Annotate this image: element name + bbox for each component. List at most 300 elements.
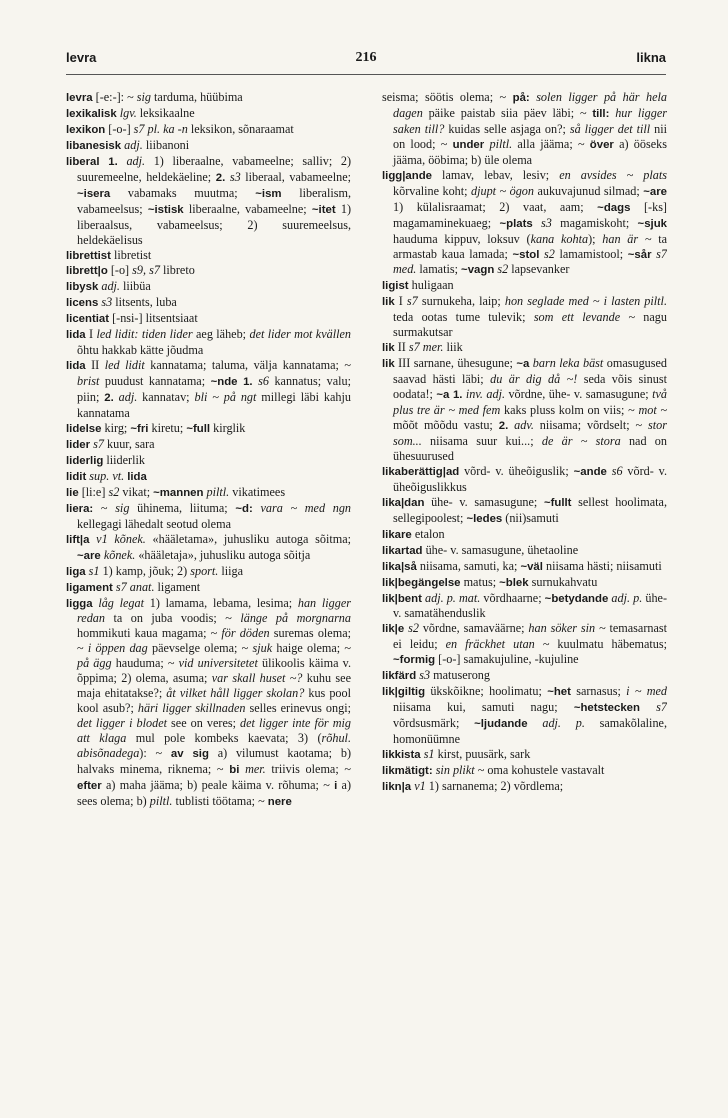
- entry-text: [-o-] samakujuline, -kujuline: [435, 652, 579, 667]
- entry-text: leksikon, sõnaraamat: [187, 121, 294, 136]
- entry-text: matuserong: [430, 668, 490, 683]
- entry-headword: lik|bent: [382, 592, 422, 605]
- entry-italic-text: han ligger redan: [77, 595, 351, 626]
- entry-text: nad on ühesuurused: [393, 433, 667, 463]
- dictionary-entry: [66, 580, 351, 596]
- entry-italic-text: s6: [258, 374, 269, 389]
- entry-italic-text: inv. adj.: [465, 387, 506, 402]
- entry-italic-text: s2: [497, 262, 509, 277]
- entry-subhead: ~vagn: [461, 264, 495, 277]
- entry-text: I: [85, 327, 97, 342]
- entry-italic-text: s1: [423, 747, 435, 762]
- entry-italic-text: s7 pl. ka -n: [133, 121, 188, 136]
- entry-subhead: ~het: [547, 686, 571, 699]
- entry-headword: lexikalisk: [66, 107, 117, 120]
- entry-text: omasugused saavad hästi läbi;: [393, 356, 667, 387]
- entry-text: alla jääma; ~: [512, 136, 590, 151]
- entry-italic-text: adj. p.: [542, 716, 585, 731]
- entry-text: (nii)samuti: [502, 510, 559, 525]
- entry-italic-text: s2: [408, 621, 419, 636]
- entry-text: kannatav;: [137, 390, 195, 405]
- entry-headword: lik: [382, 358, 395, 371]
- entry-italic-text: s3: [541, 215, 552, 230]
- entry-text: libretist: [110, 247, 152, 262]
- dictionary-entry: [66, 596, 351, 810]
- entry-text: [-nsi-] litsentsiaat: [109, 311, 198, 326]
- entry-italic-text: länge på morgnarna: [240, 611, 351, 626]
- entry-subhead: ~ande: [573, 465, 607, 478]
- entry-italic-text: det ligger i blodet: [77, 716, 167, 731]
- entry-italic-text: piltl.: [149, 793, 173, 808]
- entry-text: samakõlaline, homonüümne: [393, 716, 667, 747]
- entry-headword: lider: [66, 438, 91, 451]
- dictionary-entry: [66, 437, 351, 453]
- entry-italic-text: vid universitetet: [178, 656, 258, 671]
- entry-text: sarnasus;: [570, 684, 627, 699]
- header-rule: [66, 74, 666, 75]
- left-column: [66, 90, 351, 1105]
- entry-text: nii on lood; ~: [393, 121, 667, 151]
- entry-italic-text: s7: [406, 294, 418, 309]
- entry-italic-text: s6: [611, 463, 623, 478]
- entry-headword: likkista: [382, 749, 421, 762]
- entry-headword: licens: [66, 297, 99, 310]
- entry-text: ta armastab kaua lamada;: [393, 231, 667, 261]
- entry-headword: lik|giltig: [382, 686, 426, 699]
- entry-headword: levra: [66, 92, 93, 104]
- dictionary-entry: [382, 621, 667, 668]
- entry-italic-text: hon seglade med ~ i lasten piltl.: [504, 294, 667, 309]
- dictionary-entry: [382, 763, 667, 779]
- entry-subhead: ~plats: [499, 217, 533, 230]
- entry-text: [-o]: [107, 263, 133, 278]
- entry-text: I: [394, 294, 407, 309]
- entry-text: kirst, puusärk, sark: [434, 747, 531, 762]
- entry-subhead: ~d:: [235, 502, 253, 515]
- entry-headword: libanesisk: [66, 139, 122, 152]
- entry-text: temasarnast ei leidu;: [393, 621, 667, 652]
- dictionary-entry: [66, 248, 351, 264]
- entry-subhead: ~väl: [520, 560, 543, 573]
- dictionary-entry: [66, 154, 351, 248]
- entry-text: [-o-]: [105, 121, 134, 136]
- entry-italic-text: s7 med.: [393, 246, 667, 277]
- entry-italic-text: led lidit: tiden lider: [96, 327, 193, 342]
- entry-italic-text: s9, s7: [132, 263, 160, 278]
- entry-italic-text: på ägg: [77, 656, 112, 671]
- entry-text: ühe- v. samatähenduslik: [393, 590, 667, 621]
- dictionary-entry: [66, 311, 351, 327]
- entry-text: puudust kannatama;: [99, 374, 211, 389]
- entry-subhead: ~mannen: [153, 486, 204, 499]
- entry-text: ühinema, liituma;: [129, 500, 236, 515]
- entry-subhead: av sig: [170, 748, 209, 761]
- entry-text: kellegagi lähedalt seotud olema: [77, 516, 231, 531]
- entry-subhead: 2.: [215, 171, 226, 184]
- dictionary-entry: [382, 356, 667, 464]
- entry-text: kannatus; valu; piin;: [77, 374, 351, 405]
- entry-italic-text: s2: [108, 484, 120, 499]
- entry-subhead: ~fullt: [543, 496, 572, 509]
- dictionary-entry: [382, 575, 667, 591]
- entry-text: see on veres;: [167, 716, 241, 731]
- entry-headword: liderlig: [66, 454, 104, 467]
- entry-text: niisama kui, samuti nagu;: [393, 700, 574, 715]
- entry-text: «hääletama», juhusliku autoga sõitma;: [145, 531, 351, 546]
- entry-headword: lika|dan: [382, 496, 425, 509]
- entry-text: niisama suur kui...;: [421, 433, 542, 448]
- entry-italic-text: adj. p. mat.: [425, 590, 481, 605]
- entry-text: võrdsusmärk;: [393, 716, 475, 731]
- entry-headword: lift|a: [66, 533, 90, 546]
- entry-italic-text: som ett levande ~: [533, 310, 636, 325]
- entry-text: haige olema; ~: [272, 641, 351, 656]
- dictionary-entry: [66, 358, 351, 421]
- entry-headword: lie: [66, 486, 79, 499]
- entry-headword: liera:: [66, 502, 94, 515]
- entry-subhead: ~isera: [77, 187, 111, 200]
- dictionary-entry: [66, 138, 351, 154]
- entry-italic-text: häri ligger skillnaden: [137, 701, 246, 716]
- entry-text: ~: [93, 500, 116, 515]
- entry-text: tublisti töötama; ~: [172, 793, 268, 808]
- entry-text: võrdne, ühe- v. samasugune;: [505, 387, 653, 402]
- entry-italic-text: adj. p.: [611, 590, 643, 605]
- entry-text: ta on juba voodis; ~: [104, 611, 241, 626]
- entry-text: a) ööseks jääma, ööbima; b) üle olema: [393, 136, 667, 167]
- dictionary-entry: [66, 564, 351, 580]
- entry-headword: lik: [382, 342, 395, 355]
- entry-italic-text: adj.: [118, 390, 138, 405]
- entry-italic-text: adj.: [126, 153, 146, 168]
- entry-headword: liga: [66, 565, 86, 578]
- entry-italic-text: två plus tre är ~ med fem: [393, 387, 667, 418]
- entry-subhead: över: [589, 138, 614, 151]
- dictionary-entry: [382, 779, 667, 795]
- entry-headword: lidelse: [66, 423, 102, 436]
- entry-headword: ligga: [66, 597, 93, 610]
- entry-subhead: ~itet: [311, 203, 336, 216]
- dictionary-entry: [382, 340, 667, 356]
- entry-italic-text: det lider mot kvällen: [249, 327, 351, 342]
- entry-italic-text: hur ligger saken till?: [393, 105, 667, 136]
- entry-text: liiderlik: [103, 452, 145, 467]
- entry-text: selles erinevus ongi;: [245, 701, 351, 716]
- dictionary-entry: [382, 543, 667, 559]
- entry-text: leksikaalne: [136, 105, 195, 120]
- entry-headword: lida: [66, 360, 86, 373]
- entry-subhead: ~blek: [499, 576, 529, 589]
- dictionary-columns: [66, 90, 666, 1105]
- dictionary-entry: [382, 294, 667, 340]
- entry-subhead: ~ljudande: [474, 718, 528, 731]
- entry-headword: libysk: [66, 281, 99, 294]
- entry-italic-text: i öppen dag: [87, 641, 148, 656]
- entry-text: [640, 700, 656, 714]
- entry-text: niisama hästi; niisamuti: [542, 558, 662, 573]
- entry-text: kirg;: [101, 421, 131, 436]
- dictionary-entry: [66, 532, 351, 564]
- entry-text: lamatis;: [416, 262, 462, 277]
- dictionary-entry: [66, 421, 351, 437]
- dictionary-entry: [382, 278, 667, 294]
- entry-text: 1) liberaalne, vabameelne; salliv; 2) suuremeelne, heldekäeline;: [77, 153, 351, 184]
- entry-subhead: ~ledes: [466, 512, 503, 525]
- entry-text: lamamistool;: [554, 246, 628, 261]
- entry-subhead: ~ism: [255, 187, 282, 200]
- entry-italic-text: så ligger det till: [569, 121, 651, 136]
- entry-italic-text: lgv.: [119, 105, 137, 120]
- entry-text: «hääletaja», juhusliku autoga sõitja: [135, 547, 311, 562]
- dictionary-entry: [382, 527, 667, 543]
- entry-text: ): ~: [139, 746, 171, 761]
- dictionary-entry: [382, 668, 667, 684]
- entry-subhead: 1.: [99, 155, 118, 168]
- entry-text: II: [394, 340, 409, 355]
- entry-italic-text: s7: [656, 700, 667, 715]
- entry-text: sellest hoolimata, sellegipoolest;: [393, 494, 667, 525]
- entry-text: vikatimees: [229, 484, 286, 499]
- entry-subhead: ~fri: [130, 423, 149, 436]
- dictionary-entry: [66, 501, 351, 532]
- entry-text: tarduma, hüübima: [151, 90, 243, 104]
- entry-italic-text: solen ligger på här hela dagen: [393, 90, 667, 120]
- entry-text: [528, 716, 543, 730]
- dictionary-entry: [66, 106, 351, 122]
- entry-text: lamav, lebav, lesiv;: [432, 167, 560, 182]
- entry-italic-text: s3: [101, 295, 113, 310]
- entry-headword: ligament: [66, 581, 113, 594]
- entry-italic-text: låg legat: [98, 595, 144, 610]
- entry-italic-text: för döden: [221, 626, 270, 641]
- entry-text: oma kohustele vastavalt: [484, 762, 605, 777]
- entry-italic-text: s3: [419, 668, 431, 683]
- entry-italic-text: han söker sin ~: [528, 621, 606, 636]
- dictionary-entry: [66, 263, 351, 279]
- entry-text: etalon: [411, 526, 445, 541]
- entry-text: kuulmatu häbematus;: [549, 637, 667, 652]
- entry-text: õhtu hakkab kätte jõudma: [77, 343, 204, 358]
- entry-text: 1) sarnanema; 2) võrdlema;: [425, 778, 564, 793]
- entry-headword: librett|o: [66, 265, 108, 278]
- entry-italic-text: rõhul. abisõnadega: [77, 731, 351, 761]
- entry-headword: likmätigt:: [382, 764, 433, 777]
- page-number: 216: [355, 50, 377, 65]
- right-column: [382, 90, 667, 1105]
- entry-italic-text: adv.: [514, 418, 534, 433]
- entry-text: kuhu see maja ehitatakse?;: [77, 671, 351, 701]
- entry-italic-text: stor som...: [393, 418, 667, 448]
- entry-text: 1) lamama, lebama, lesima;: [144, 595, 298, 610]
- entry-text: ülikoolis käima v. õppima; 2) olema, asuma;: [77, 656, 351, 686]
- entry-text: liberalism, vabameelsus;: [77, 185, 351, 216]
- entry-text: võrdne, samaväärne;: [418, 621, 529, 636]
- entry-text: 1) kamp, jõuk; 2): [99, 563, 191, 578]
- entry-headword: liberal: [66, 155, 100, 168]
- entry-headword: likaberättig|ad: [382, 465, 460, 478]
- entry-headword: lik: [382, 296, 395, 309]
- entry-italic-text: vara ~ med ngn: [260, 500, 351, 515]
- entry-text: magamiskoht;: [551, 215, 638, 230]
- dictionary-entry: [66, 469, 351, 485]
- dictionary-entry: [66, 327, 351, 358]
- entry-subhead: nere: [267, 795, 292, 808]
- entry-text: kõrvaline koht;: [393, 183, 472, 198]
- entry-subhead: ~stol: [512, 248, 540, 261]
- entry-italic-text: i ~ med: [626, 684, 667, 699]
- entry-italic-text: mer.: [245, 761, 266, 776]
- entry-text: aeg läheb;: [192, 327, 250, 342]
- entry-subhead: 2.: [104, 392, 114, 405]
- entry-italic-text: kana kohta: [530, 231, 589, 246]
- dictionary-entry: [382, 168, 667, 279]
- entry-text: vikat;: [119, 484, 154, 499]
- entry-italic-text: djupt ~ ögon: [471, 183, 534, 198]
- entry-text: niisama, samuti, ka;: [416, 558, 521, 573]
- dictionary-entry: [382, 90, 667, 168]
- entry-italic-text: s7: [93, 436, 104, 451]
- entry-headword: licentiat: [66, 313, 110, 326]
- entry-text: liibüa: [119, 279, 151, 294]
- entry-text: liberaal, vabameelne;: [240, 169, 351, 184]
- entry-italic-text: s7 anat.: [115, 579, 155, 594]
- entry-subhead: lida: [127, 470, 147, 483]
- entry-text: liibanoni: [142, 137, 190, 152]
- entry-text: seda võis sinust oodata!;: [393, 372, 667, 402]
- entry-text: mul pole kombeks kaevata; 3) (: [126, 731, 322, 746]
- dictionary-entry: [382, 747, 667, 763]
- entry-italic-text: du är dig då ~!: [490, 372, 578, 387]
- entry-headword: ligist: [382, 280, 409, 293]
- entry-text: võrdhaarne;: [480, 590, 545, 605]
- entry-italic-text: piltl.: [489, 136, 513, 151]
- entry-headword: lidit: [66, 470, 87, 483]
- entry-text: II: [85, 358, 105, 373]
- entry-text: ligament: [154, 579, 201, 594]
- entry-subhead: ~full: [186, 423, 211, 436]
- entry-text: hommikuti kaua magama; ~: [77, 626, 222, 641]
- entry-text: ükskõikne; hoolimatu;: [425, 684, 548, 699]
- entry-subhead: ~hetstecken: [573, 702, 640, 715]
- entry-italic-text: det ligger inte för mig att klaga: [77, 716, 351, 746]
- entry-text: matus;: [460, 574, 500, 589]
- entry-text: a) vilumust kaotama; b) halvaks minema, riknema; ~: [77, 746, 351, 776]
- entry-italic-text: bli ~ på ngt: [194, 390, 257, 405]
- entry-text: millegi läbi kahju kannatama: [77, 390, 351, 421]
- entry-text: võrd- v. üheõiguslikkus: [393, 463, 667, 494]
- entry-subhead: ~istisk: [147, 203, 184, 216]
- entry-headword: librettist: [66, 249, 111, 262]
- entry-italic-text: barn leka bäst: [532, 356, 604, 371]
- entry-text: kirglik: [210, 421, 246, 436]
- entry-text: a) maha jääma; b) peale käima v. rõhuma; ~: [101, 777, 335, 792]
- entry-headword: lexikon: [66, 123, 106, 136]
- entry-italic-text: s3: [229, 169, 241, 184]
- entry-text: III sarnane, ühesugune;: [394, 356, 517, 371]
- entry-headword: lika|så: [382, 560, 417, 573]
- entry-text: 1) külalisraamat; 2) vaat, aam;: [393, 199, 598, 214]
- entry-text: kuur, sara: [103, 436, 155, 451]
- entry-headword: lida: [66, 329, 86, 342]
- dictionary-entry: [382, 559, 667, 575]
- entry-subhead: ~sår: [627, 248, 652, 261]
- entry-italic-text: s7 mer.: [408, 340, 444, 355]
- entry-subhead: ~nde 1.: [210, 376, 253, 389]
- entry-text: vabamaks muutma;: [110, 185, 256, 200]
- entry-italic-text: brist: [77, 374, 100, 389]
- entry-italic-text: sup. vt.: [89, 468, 125, 483]
- entry-subhead: 2.: [498, 420, 509, 433]
- entry-text: hauduma; ~: [111, 656, 179, 671]
- entry-italic-text: sjuk: [252, 641, 273, 656]
- dictionary-entry: [66, 90, 351, 106]
- dictionary-entry: [382, 591, 667, 622]
- entry-text: lapsevanker: [508, 262, 570, 277]
- entry-italic-text: sport.: [190, 563, 219, 578]
- entry-headword: likartad: [382, 544, 423, 557]
- entry-text: libreto: [159, 263, 195, 278]
- entry-text: triivis olema; ~: [265, 761, 351, 776]
- entry-subhead: bi: [229, 763, 240, 776]
- entry-subhead: i: [334, 779, 338, 792]
- entry-text: päike paistab siia päev läbi; ~: [422, 105, 593, 120]
- entry-text: võrd- v. üheõiguslik;: [459, 463, 574, 478]
- page-header: [66, 50, 666, 72]
- entry-headword: likare: [382, 528, 412, 541]
- dictionary-entry: [382, 464, 667, 495]
- entry-text: 1) liberaalsus, vabameelsus; 2) suuremeelsus, heldekäelisus: [77, 201, 351, 247]
- entry-italic-text: de är ~ stora: [541, 433, 621, 448]
- entry-text: aukuvajunud silmad;: [533, 183, 644, 198]
- entry-headword: likn|a: [382, 780, 412, 793]
- entry-italic-text: s2: [544, 246, 555, 261]
- entry-italic-text: en avsides ~ plats: [559, 167, 667, 182]
- entry-italic-text: han är ~: [602, 231, 652, 246]
- entry-text: litsents, luba: [112, 295, 177, 310]
- entry-text: surnukeha, laip;: [417, 294, 505, 309]
- entry-headword: likfärd: [382, 670, 417, 683]
- entry-subhead: ~are: [643, 185, 667, 198]
- dictionary-entry: [382, 495, 667, 527]
- header-left-guideword: levra: [66, 50, 97, 65]
- dictionary-entry: [66, 453, 351, 469]
- entry-text: [533, 216, 541, 230]
- dictionary-entry: [382, 684, 667, 747]
- entry-text: teda ootas tume tulevik;: [393, 310, 534, 325]
- entry-italic-text: åt vilket håll ligger skolan?: [166, 686, 305, 701]
- entry-italic-text: v1: [414, 778, 426, 793]
- entry-text: a) sees olema; b): [77, 777, 351, 808]
- header-right-guideword: likna: [636, 50, 666, 65]
- entry-text: kus pool kool asub?;: [77, 686, 351, 716]
- entry-italic-text: piltl.: [206, 484, 230, 499]
- entry-text: kaks pluss kolm on viis; ~: [500, 403, 639, 418]
- dictionary-entry: [66, 295, 351, 311]
- entry-text: kiretu;: [148, 421, 187, 436]
- entry-headword: lik|e: [382, 623, 405, 636]
- entry-subhead: till:: [592, 107, 610, 120]
- entry-subhead: ~betydande: [544, 592, 609, 605]
- entry-text: hauduma kippuv, loksuv (: [393, 231, 531, 246]
- entry-italic-text: en fräckhet utan ~: [445, 637, 550, 652]
- entry-text: kannatama; taluma, välja kannatama; ~: [144, 358, 351, 373]
- entry-subhead: efter: [77, 779, 102, 792]
- entry-headword: lik|begängelse: [382, 576, 461, 589]
- entry-headword: ligg|ande: [382, 169, 433, 182]
- entry-italic-text: v1 kõnek.: [96, 531, 146, 546]
- entry-subhead: ~a 1.: [436, 389, 463, 402]
- entry-text: liberaalne, vabameelne;: [183, 201, 312, 216]
